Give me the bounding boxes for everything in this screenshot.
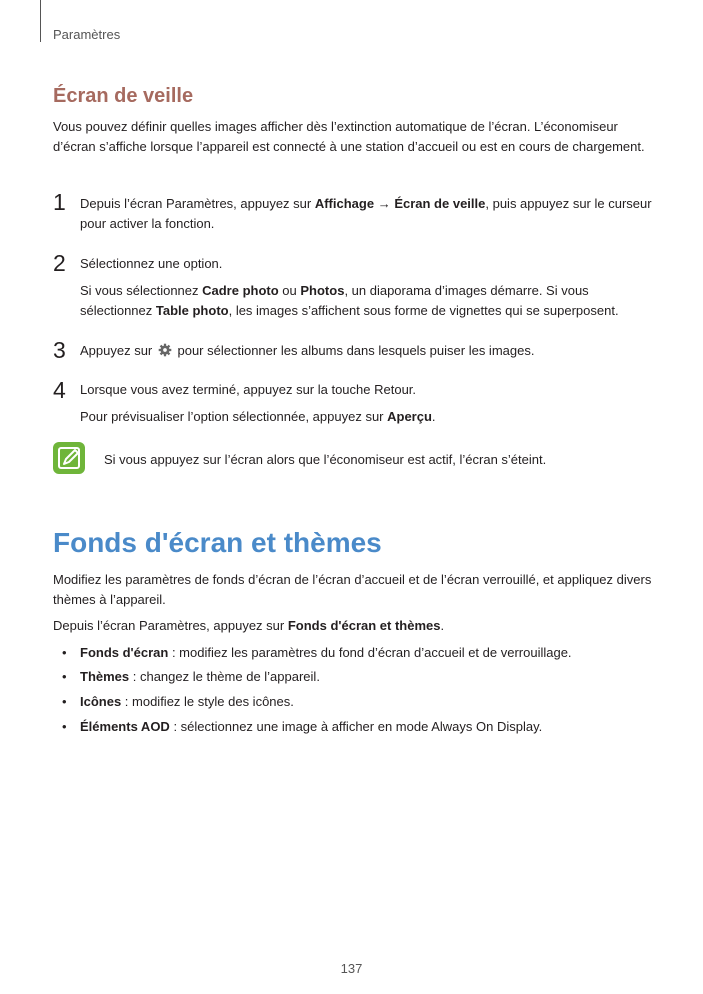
- step-3-text: Appuyez sur pour sélectionner les albums dans lesquels puiser les images.: [80, 343, 535, 358]
- list-item: Thèmes : changez le thème de l’appareil.: [80, 669, 320, 684]
- list-item: Éléments AOD : sélectionnez une image à afficher en mode Always On Display.: [80, 719, 543, 734]
- page-number: 137: [340, 961, 363, 976]
- header-rule: [40, 0, 41, 42]
- step-number-4: 4: [53, 377, 66, 403]
- gear-icon: [158, 343, 172, 357]
- chapter-heading-wallpapers-themes: Fonds d'écran et thèmes: [53, 527, 382, 558]
- screensaver-intro: Vous pouvez définir quelles images afficher dès l’extinction automatique de l’écran. L’économiseur d’écran s’affiche lorsque l’appareil est connecté à une station d’accueil ou est en cours de chargement.: [53, 119, 645, 154]
- step-number-1: 1: [53, 189, 66, 215]
- step-number-3: 3: [53, 337, 66, 363]
- bullet-marker: •: [62, 669, 67, 684]
- step-number-2: 2: [53, 250, 66, 276]
- bullet-marker: •: [62, 645, 67, 660]
- step-2-detail: Si vous sélectionnez Cadre photo ou Photos, un diaporama d’images démarre. Si vous sélectionnez Table photo, les images s’affichent sous forme de vignettes qui se superposent.: [80, 283, 619, 318]
- page-header: Paramètres: [53, 27, 121, 42]
- note-pencil-icon: [53, 442, 85, 474]
- list-item: Icônes : modifiez le style des icônes.: [80, 694, 294, 709]
- step-4-main: Lorsque vous avez terminé, appuyez sur la touche Retour.: [80, 382, 417, 397]
- step-4-detail: Pour prévisualiser l’option sélectionnée, appuyez sur Aperçu.: [80, 409, 436, 424]
- section-heading-screensaver: Écran de veille: [53, 85, 194, 107]
- wallpapers-path: Depuis l’écran Paramètres, appuyez sur Fonds d'écran et thèmes.: [53, 618, 445, 633]
- step-2-main: Sélectionnez une option.: [80, 256, 223, 271]
- list-item: Fonds d'écran : modifiez les paramètres du fond d’écran d’accueil et de verrouillage.: [80, 645, 572, 660]
- bullet-marker: •: [62, 694, 67, 709]
- note-text: Si vous appuyez sur l’écran alors que l’économiseur est actif, l’écran s’éteint.: [104, 452, 547, 467]
- step-1-text: Depuis l’écran Paramètres, appuyez sur Affichage → Écran de veille, puis appuyez sur le curseur pour activer la fonction.: [80, 196, 652, 231]
- wallpapers-intro: Modifiez les paramètres de fonds d’écran de l’écran d’accueil et de l’écran verrouillé, et appliquez divers thèmes à l’appareil.: [53, 572, 652, 607]
- bullet-marker: •: [62, 719, 67, 734]
